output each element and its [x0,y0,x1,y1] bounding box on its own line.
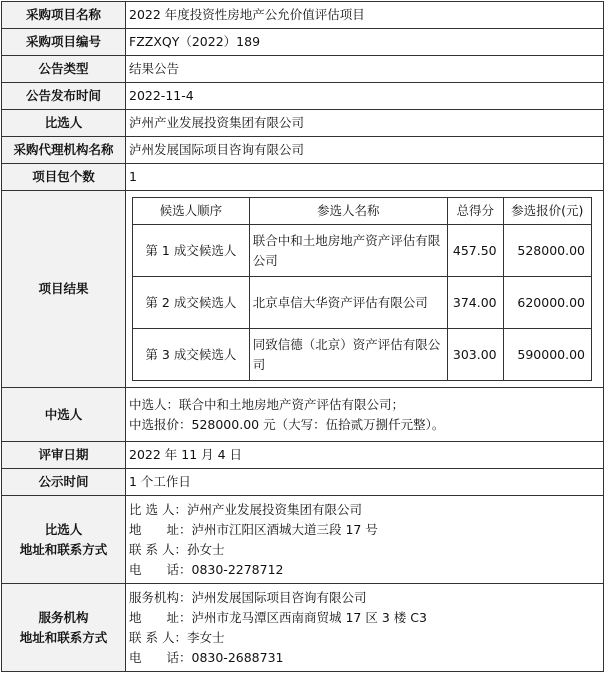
contact-line: 电 话：0830-2688731 [129,649,284,665]
result-notice-table [1,1,604,672]
candidate-row [133,329,592,381]
package-count-label: 项目包个数 [2,164,126,191]
selector-contact-label-line2: 地址和联系方式 [19,541,108,557]
row-agency [2,137,604,164]
project-code-value: FZZXQY（2022）189 [126,29,604,56]
project-name-value: 2022 年度投资性房地产公允价值评估项目 [126,2,604,29]
review-date-label: 评审日期 [2,442,126,469]
contact-line: 服务机构：泸州发展国际项目咨询有限公司 [129,589,367,605]
row-selector-contact [2,496,604,584]
row-publicity [2,469,604,496]
row-review-date [2,442,604,469]
winner-value [126,388,604,442]
contact-line: 地 址：泸州市江阳区酒城大道三段 17 号 [129,521,378,537]
notice-type-label: 公告类型 [2,56,126,83]
row-notice-type [2,56,604,83]
header-score: 总得分 [447,198,503,225]
candidate-score: 457.50 [447,225,503,277]
row-package-count [2,164,604,191]
contact-line: 地 址：泸州市龙马潭区西南商贸城 17 区 3 楼 C3 [129,609,427,625]
candidate-rank: 第 1 成交候选人 [133,225,250,277]
review-date-value: 2022 年 11 月 4 日 [126,442,604,469]
header-rank: 候选人顺序 [133,198,250,225]
package-count-value: 1 [126,164,604,191]
row-selector [2,110,604,137]
row-winner [2,388,604,442]
row-project-code [2,29,604,56]
candidate-rank: 第 3 成交候选人 [133,329,250,381]
candidate-row [133,277,592,329]
candidate-row [133,225,592,277]
candidate-price: 590000.00 [503,329,591,381]
candidate-name: 同致信德（北京）资产评估有限公司 [249,329,447,381]
project-name-label: 采购项目名称 [2,2,126,29]
publish-time-value: 2022-11-4 [126,83,604,110]
winner-name-line: 中选人：联合中和土地房地产资产评估有限公司； [129,396,405,412]
header-name: 参选人名称 [249,198,447,225]
candidate-price: 528000.00 [503,225,591,277]
agency-label: 采购代理机构名称 [2,137,126,164]
header-price: 参选报价(元) [503,198,591,225]
row-publish-time [2,83,604,110]
candidate-header-row [133,198,592,225]
candidate-rank: 第 2 成交候选人 [133,277,250,329]
selector-value: 泸州产业发展投资集团有限公司 [126,110,604,137]
service-contact-label-line1: 服务机构 [38,609,89,625]
contact-line: 联 系 人：孙女士 [129,541,225,557]
publish-time-label: 公告发布时间 [2,83,126,110]
service-contact-value [126,584,604,672]
candidate-table [132,197,592,381]
project-code-label: 采购项目编号 [2,29,126,56]
selector-label: 比选人 [2,110,126,137]
agency-value: 泸州发展国际项目咨询有限公司 [126,137,604,164]
publicity-label: 公示时间 [2,469,126,496]
notice-type-value: 结果公告 [126,56,604,83]
row-project-result [2,191,604,388]
project-result-label: 项目结果 [2,191,126,388]
selector-contact-label-line1: 比选人 [44,521,83,537]
candidate-score: 303.00 [447,329,503,381]
contact-line: 比 选 人：泸州产业发展投资集团有限公司 [129,501,362,517]
candidate-name: 联合中和土地房地产资产评估有限公司 [249,225,447,277]
selector-contact-value [126,496,604,584]
service-contact-label [2,584,126,672]
service-contact-label-line2: 地址和联系方式 [19,629,108,645]
row-service-contact [2,584,604,672]
winner-label: 中选人 [2,388,126,442]
row-project-name [2,2,604,29]
publicity-value: 1 个工作日 [126,469,604,496]
candidate-score: 374.00 [447,277,503,329]
winner-price-line: 中选报价：528000.00 元（大写：伍拾贰万捌仟元整）。 [129,416,445,432]
project-result-cell [126,191,604,388]
contact-line: 联 系 人：李女士 [129,629,225,645]
selector-contact-label [2,496,126,584]
candidate-price: 620000.00 [503,277,591,329]
contact-line: 电 话：0830-2278712 [129,561,284,577]
candidate-name: 北京卓信大华资产评估有限公司 [249,277,447,329]
